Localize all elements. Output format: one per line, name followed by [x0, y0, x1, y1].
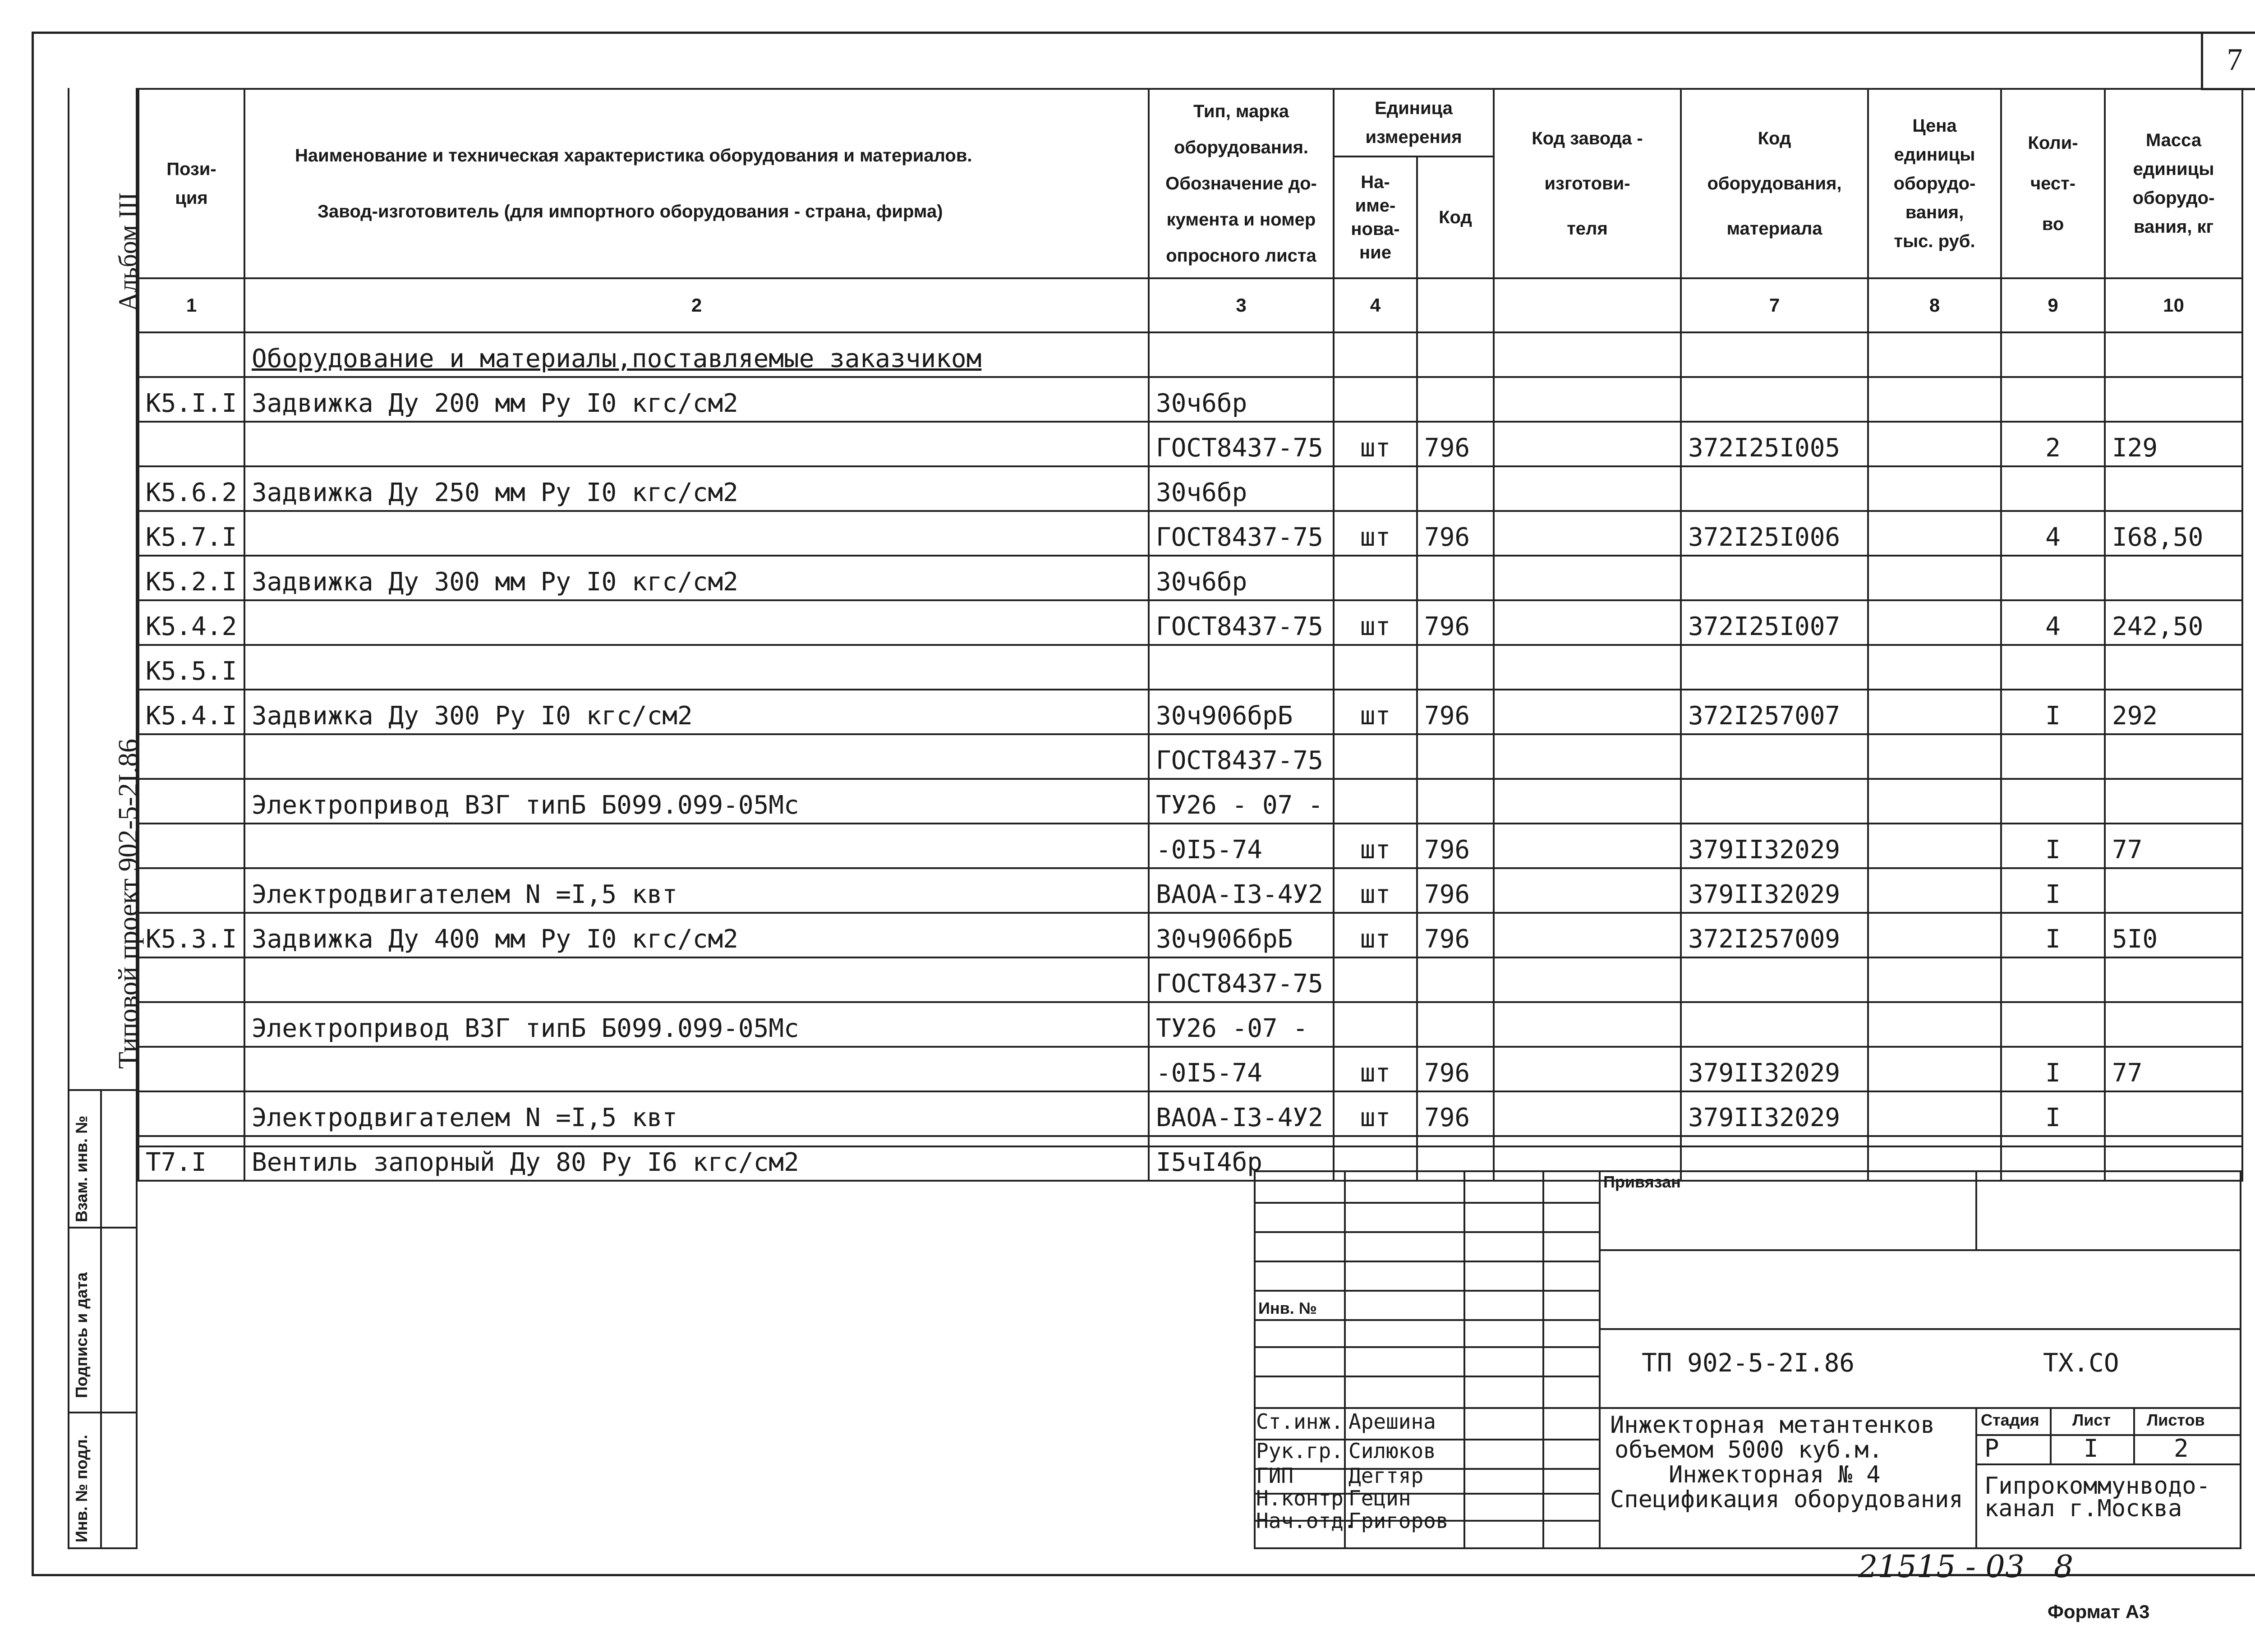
position-cell [138, 422, 244, 466]
equipment-code-cell [1681, 556, 1868, 600]
price-cell [1868, 868, 2001, 913]
signature-role: ГИП [1256, 1463, 1294, 1488]
column-number: 9 [2001, 278, 2105, 332]
signature-role: Ст.инж. [1256, 1409, 1344, 1434]
stage-label: Стадия [1981, 1411, 2039, 1429]
quantity-cell: I [2001, 868, 2105, 913]
column-number: 4 [1334, 278, 1417, 332]
table-row [138, 377, 2242, 422]
name-cell: Задвижка Ду 250 мм Ру I0 кгс/см2 [244, 466, 1149, 511]
type-cell: ВАОА-I3-4У2 [1149, 1091, 1334, 1136]
equipment-code-cell: 372I25I005 [1681, 422, 1868, 466]
type-cell: 30ч6бр [1149, 377, 1334, 422]
mass-cell [2105, 377, 2242, 422]
header-unit-code: Код [1417, 156, 1494, 278]
table-row [138, 868, 2242, 913]
quantity-cell [2001, 556, 2105, 600]
document-mark: ТХ.СО [2043, 1348, 2119, 1378]
organization-line-1: Гипрокоммунводо- [1984, 1473, 2210, 1500]
equipment-code-cell [1681, 957, 1868, 1002]
unit-name-cell [1334, 466, 1417, 511]
mass-cell [2105, 466, 2242, 511]
sheets-value: 2 [2174, 1434, 2189, 1463]
title-line-4: Спецификация оборудования [1610, 1486, 1963, 1513]
type-cell: 30ч906брБ [1149, 913, 1334, 957]
type-cell: ГОСТ8437-75 [1149, 422, 1334, 466]
handwritten-archive-number: 21515 - 03 8 [1858, 1549, 2074, 1585]
header-factory-code: Код завода - изготови- теля [1494, 89, 1681, 278]
signature-name: Арешина [1348, 1409, 1436, 1434]
inv-orig-label: Инв. № подл. [72, 1435, 91, 1542]
table-row [138, 466, 2242, 511]
unit-code-cell [1417, 332, 1494, 377]
position-cell [138, 868, 244, 913]
header-position: Пози- ция [138, 89, 244, 278]
name-cell: Оборудование и материалы,поставляемые заказчиком [244, 332, 1149, 377]
quantity-cell [2001, 377, 2105, 422]
title-block-line [1599, 1407, 2241, 1409]
unit-code-cell: 796 [1417, 913, 1494, 957]
type-cell: ГОСТ8437-75 [1149, 734, 1334, 779]
unit-name-cell [1334, 957, 1417, 1002]
price-cell [1868, 377, 2001, 422]
mass-cell [2105, 645, 2242, 690]
price-cell [1868, 332, 2001, 377]
position-cell [138, 734, 244, 779]
equipment-code-cell: 379II32029 [1681, 868, 1868, 913]
quantity-cell: 2 [2001, 422, 2105, 466]
quantity-cell [2001, 332, 2105, 377]
price-cell [1868, 645, 2001, 690]
mass-cell [2105, 868, 2242, 913]
position-cell [138, 779, 244, 824]
type-cell: ГОСТ8437-75 [1149, 511, 1334, 556]
price-cell [1868, 600, 2001, 645]
position-cell: К5.6.2 [138, 466, 244, 511]
type-cell: 30ч6бр [1149, 466, 1334, 511]
name-cell: Электропривод ВЗГ типБ Б099.099-05Мс [244, 1002, 1149, 1047]
equipment-code-cell: 379II32029 [1681, 1091, 1868, 1136]
header-type: Тип, марка оборудования. Обозначение до- кумента и номер опросного листа [1149, 89, 1334, 278]
position-cell: К5.4.I [138, 690, 244, 734]
mass-cell: 242,50 [2105, 600, 2242, 645]
header-equipment-code: Код оборудования, материала [1681, 89, 1868, 278]
stamp-divider [68, 1412, 138, 1413]
header-mass: Масса единицы оборудо- вания, кг [2105, 89, 2242, 278]
vzam-label: Взам. инв. № [72, 1115, 91, 1222]
position-cell: Т7.I [138, 1136, 244, 1181]
factory-code-cell [1494, 779, 1681, 824]
unit-name-cell: шт [1334, 1091, 1417, 1136]
price-cell [1868, 1002, 2001, 1047]
unit-name-cell: шт [1334, 824, 1417, 868]
name-cell [244, 511, 1149, 556]
signature-name: Григоров [1348, 1509, 1449, 1533]
position-cell [138, 1047, 244, 1091]
quantity-cell: I [2001, 1047, 2105, 1091]
name-cell: Задвижка Ду 300 мм Ру I0 кгс/см2 [244, 556, 1149, 600]
mass-cell: 77 [2105, 1047, 2242, 1091]
unit-code-cell: 796 [1417, 1047, 1494, 1091]
column-number: 3 [1149, 278, 1334, 332]
unit-name-cell: шт [1334, 913, 1417, 957]
title-block-line [1254, 1407, 1599, 1409]
name-cell: Электродвигателем N =I,5 квт [244, 1091, 1149, 1136]
factory-code-cell [1494, 690, 1681, 734]
unit-name-cell: шт [1334, 600, 1417, 645]
table-row [138, 690, 2242, 734]
unit-code-cell: 796 [1417, 824, 1494, 868]
position-cell [138, 1091, 244, 1136]
title-block-line [1344, 1170, 1346, 1549]
table-row [138, 422, 2242, 466]
factory-code-cell [1494, 1002, 1681, 1047]
title-block-line [1463, 1170, 1465, 1549]
equipment-code-cell [1681, 734, 1868, 779]
price-cell [1868, 913, 2001, 957]
column-number: 7 [1681, 278, 1868, 332]
type-cell [1149, 332, 1334, 377]
type-cell: 30ч6бр [1149, 556, 1334, 600]
title-block-line [1254, 1376, 1599, 1377]
title-block-line [1254, 1468, 1599, 1470]
format-label: Формат А3 [2048, 1601, 2150, 1622]
type-cell: -0I5-74 [1149, 1047, 1334, 1091]
mass-cell [2105, 957, 2242, 1002]
table-row [138, 779, 2242, 824]
unit-code-cell [1417, 1002, 1494, 1047]
stage-value: Р [1984, 1434, 1999, 1463]
quantity-cell: I [2001, 1091, 2105, 1136]
header-price: Цена единицы оборудо- вания, тыс. руб. [1868, 89, 2001, 278]
unit-name-cell [1334, 1002, 1417, 1047]
sheet-label: Лист [2072, 1411, 2111, 1429]
price-cell [1868, 511, 2001, 556]
title-block-line [1254, 1290, 1599, 1292]
name-cell: Электродвигателем N =I,5 квт [244, 868, 1149, 913]
table-row [138, 600, 2242, 645]
price-cell [1868, 779, 2001, 824]
factory-code-cell [1494, 511, 1681, 556]
table-row [138, 1047, 2242, 1091]
quantity-cell [2001, 1002, 2105, 1047]
mass-cell: 5I0 [2105, 913, 2242, 957]
mass-cell [2105, 1002, 2242, 1047]
price-cell [1868, 556, 2001, 600]
position-cell: К5.I.I [138, 377, 244, 422]
stamp-divider [68, 1227, 138, 1229]
mass-cell: I29 [2105, 422, 2242, 466]
quantity-cell [2001, 957, 2105, 1002]
title-line-2: объемом 5000 куб.м. [1615, 1436, 1883, 1463]
table-row [138, 1091, 2242, 1136]
unit-code-cell: 796 [1417, 422, 1494, 466]
quantity-cell [2001, 466, 2105, 511]
position-cell [138, 957, 244, 1002]
mass-cell: 77 [2105, 824, 2242, 868]
page-number: 7 [2201, 32, 2255, 90]
price-cell [1868, 824, 2001, 868]
price-cell [1868, 734, 2001, 779]
quantity-cell: I [2001, 913, 2105, 957]
title-block-line [1599, 1170, 1601, 1549]
price-cell [1868, 957, 2001, 1002]
type-cell: ТУ26 - 07 - [1149, 779, 1334, 824]
unit-code-cell [1417, 377, 1494, 422]
mass-cell [2105, 1091, 2242, 1136]
equipment-code-cell: 372I257007 [1681, 690, 1868, 734]
equipment-code-cell: 372I257009 [1681, 913, 1868, 957]
equipment-code-cell [1681, 377, 1868, 422]
name-cell: Вентиль запорный Ду 80 Ру I6 кгс/см2 [244, 1136, 1149, 1181]
mass-cell [2105, 779, 2242, 824]
position-cell [138, 1002, 244, 1047]
quantity-cell: 4 [2001, 600, 2105, 645]
mass-cell [2105, 332, 2242, 377]
privyazan-label: Привязан [1603, 1173, 1681, 1191]
unit-code-cell [1417, 645, 1494, 690]
sign-date-label: Подпись и дата [72, 1272, 91, 1398]
unit-name-cell: шт [1334, 422, 1417, 466]
factory-code-cell [1494, 913, 1681, 957]
quantity-cell [2001, 779, 2105, 824]
unit-name-cell [1334, 645, 1417, 690]
organization-line-2: канал г.Москва [1984, 1495, 2182, 1522]
price-cell [1868, 422, 2001, 466]
header-unit-group: Единица измерения [1334, 89, 1494, 156]
name-cell [244, 422, 1149, 466]
title-block-line [1254, 1319, 1599, 1321]
equipment-code-cell: 372I25I007 [1681, 600, 1868, 645]
title-block-line [1975, 1434, 2241, 1436]
title-line-1: Инжекторная метантенков [1610, 1412, 1935, 1439]
factory-code-cell [1494, 824, 1681, 868]
factory-code-cell [1494, 957, 1681, 1002]
album-label: Альбом III [113, 192, 143, 311]
factory-code-cell [1494, 868, 1681, 913]
unit-name-cell: шт [1334, 868, 1417, 913]
mass-cell [2105, 734, 2242, 779]
equipment-code-cell [1681, 466, 1868, 511]
unit-code-cell [1417, 779, 1494, 824]
unit-name-cell: шт [1334, 690, 1417, 734]
title-block-line [2133, 1407, 2135, 1463]
table-row [138, 1002, 2242, 1047]
factory-code-cell [1494, 600, 1681, 645]
name-cell [244, 645, 1149, 690]
type-cell: ВАОА-I3-4У2 [1149, 868, 1334, 913]
unit-name-cell [1334, 377, 1417, 422]
signature-name: Гецин [1348, 1486, 1411, 1510]
title-block-line [1599, 1249, 2241, 1251]
name-cell: Задвижка Ду 200 мм Ру I0 кгс/см2 [244, 377, 1149, 422]
mass-cell: I68,50 [2105, 511, 2242, 556]
title-block-line [2050, 1407, 2052, 1463]
type-cell: I5чI4бр [1149, 1136, 1334, 1181]
signature-role: Н.контр [1256, 1486, 1344, 1510]
unit-code-cell: 796 [1417, 600, 1494, 645]
factory-code-cell [1494, 377, 1681, 422]
table-row [138, 556, 2242, 600]
position-cell [138, 332, 244, 377]
quantity-cell [2001, 645, 2105, 690]
equipment-code-cell [1681, 779, 1868, 824]
header-name-line2: Завод-изготовитель (для импортного оборудования - страна, фирма) [318, 202, 943, 221]
type-cell: ГОСТ8437-75 [1149, 600, 1334, 645]
position-cell: К5.7.I [138, 511, 244, 556]
factory-code-cell [1494, 422, 1681, 466]
table-row [138, 734, 2242, 779]
name-cell [244, 1047, 1149, 1091]
unit-name-cell [1334, 779, 1417, 824]
factory-code-cell [1494, 645, 1681, 690]
type-cell: ГОСТ8437-75 [1149, 957, 1334, 1002]
table-row [138, 332, 2242, 377]
unit-name-cell [1334, 332, 1417, 377]
unit-code-cell [1417, 957, 1494, 1002]
column-number: 10 [2105, 278, 2242, 332]
factory-code-cell [1494, 1047, 1681, 1091]
column-number: 8 [1868, 278, 2001, 332]
position-cell: К5.5.I [138, 645, 244, 690]
unit-name-cell: шт [1334, 1047, 1417, 1091]
factory-code-cell [1494, 556, 1681, 600]
name-cell [244, 600, 1149, 645]
stamp-divider-vertical [100, 1089, 102, 1549]
quantity-cell: I [2001, 690, 2105, 734]
unit-code-cell [1417, 556, 1494, 600]
title-line-3: Инжекторная № 4 [1669, 1461, 1881, 1488]
price-cell [1868, 1047, 2001, 1091]
document-code: ТП 902-5-2I.86 [1642, 1348, 1855, 1378]
header-name [244, 89, 1149, 278]
unit-name-cell [1334, 556, 1417, 600]
column-number [1417, 278, 1494, 332]
price-cell [1868, 690, 2001, 734]
price-cell [1868, 1091, 2001, 1136]
table-row [138, 957, 2242, 1002]
signature-name: Силюков [1348, 1439, 1436, 1463]
position-cell: К5.2.I [138, 556, 244, 600]
header-name-line1: Наименование и техническая характеристика оборудования и материалов. [295, 146, 972, 166]
equipment-code-cell: 379II32029 [1681, 824, 1868, 868]
equipment-code-cell: 379II32029 [1681, 1047, 1868, 1091]
title-block-line [1542, 1170, 1544, 1549]
factory-code-cell [1494, 332, 1681, 377]
header-quantity: Коли- чест- во [2001, 89, 2105, 278]
table-bottom-line [138, 1146, 2241, 1147]
factory-code-cell [1494, 734, 1681, 779]
specification-table [138, 88, 2243, 1182]
mass-cell: 292 [2105, 690, 2242, 734]
position-cell: К5.3.I [138, 913, 244, 957]
header-unit-name: На- име- нова- ние [1334, 156, 1417, 278]
type-cell [1149, 645, 1334, 690]
title-block-line [1254, 1261, 1599, 1262]
title-block-line [1975, 1170, 1977, 1249]
name-cell [244, 734, 1149, 779]
unit-code-cell: 796 [1417, 868, 1494, 913]
signature-name: Дегтяр [1348, 1463, 1424, 1488]
table-row [138, 511, 2242, 556]
equipment-code-cell [1681, 645, 1868, 690]
title-block-line [1254, 1202, 1599, 1204]
title-block-line [1975, 1407, 1977, 1549]
table-row [138, 645, 2242, 690]
price-cell [1868, 466, 2001, 511]
table-row [138, 913, 2242, 957]
mass-cell [2105, 556, 2242, 600]
title-block-line [1975, 1463, 2241, 1465]
equipment-code-cell [1681, 332, 1868, 377]
name-cell [244, 824, 1149, 868]
project-label: Типовой проект 902-5-2I.86 [113, 738, 144, 1069]
type-cell: -0I5-74 [1149, 824, 1334, 868]
equipment-code-cell [1681, 1002, 1868, 1047]
column-number [1494, 278, 1681, 332]
unit-name-cell [1334, 734, 1417, 779]
unit-name-cell: шт [1334, 511, 1417, 556]
signature-role: Рук.гр. [1256, 1439, 1344, 1463]
quantity-cell: I [2001, 824, 2105, 868]
inv-no-label: Инв. № [1258, 1299, 1317, 1317]
position-cell: К5.4.2 [138, 600, 244, 645]
column-number: 2 [244, 278, 1149, 332]
title-block-line [1254, 1346, 1599, 1348]
sheet-value: I [2084, 1434, 2099, 1463]
unit-code-cell: 796 [1417, 690, 1494, 734]
column-number: 1 [138, 278, 244, 332]
unit-code-cell [1417, 466, 1494, 511]
unit-code-cell: 796 [1417, 511, 1494, 556]
title-block-line [1254, 1231, 1599, 1233]
table-row [138, 824, 2242, 868]
name-cell [244, 957, 1149, 1002]
name-cell: Электропривод ВЗГ типБ Б099.099-05Мс [244, 779, 1149, 824]
factory-code-cell [1494, 466, 1681, 511]
type-cell: 30ч906брБ [1149, 690, 1334, 734]
unit-code-cell: 796 [1417, 1091, 1494, 1136]
signature-role: Нач.отд. [1256, 1509, 1356, 1533]
name-cell: Задвижка Ду 300 Ру I0 кгс/см2 [244, 690, 1149, 734]
factory-code-cell [1494, 1091, 1681, 1136]
quantity-cell [2001, 734, 2105, 779]
position-cell [138, 824, 244, 868]
unit-code-cell [1417, 734, 1494, 779]
equipment-code-cell: 372I25I006 [1681, 511, 1868, 556]
sheets-label: Листов [2147, 1411, 2205, 1429]
name-cell: Задвижка Ду 400 мм Ру I0 кгс/см2 [244, 913, 1149, 957]
quantity-cell: 4 [2001, 511, 2105, 556]
title-block-line [1599, 1328, 2241, 1330]
type-cell: ТУ26 -07 - [1149, 1002, 1334, 1047]
